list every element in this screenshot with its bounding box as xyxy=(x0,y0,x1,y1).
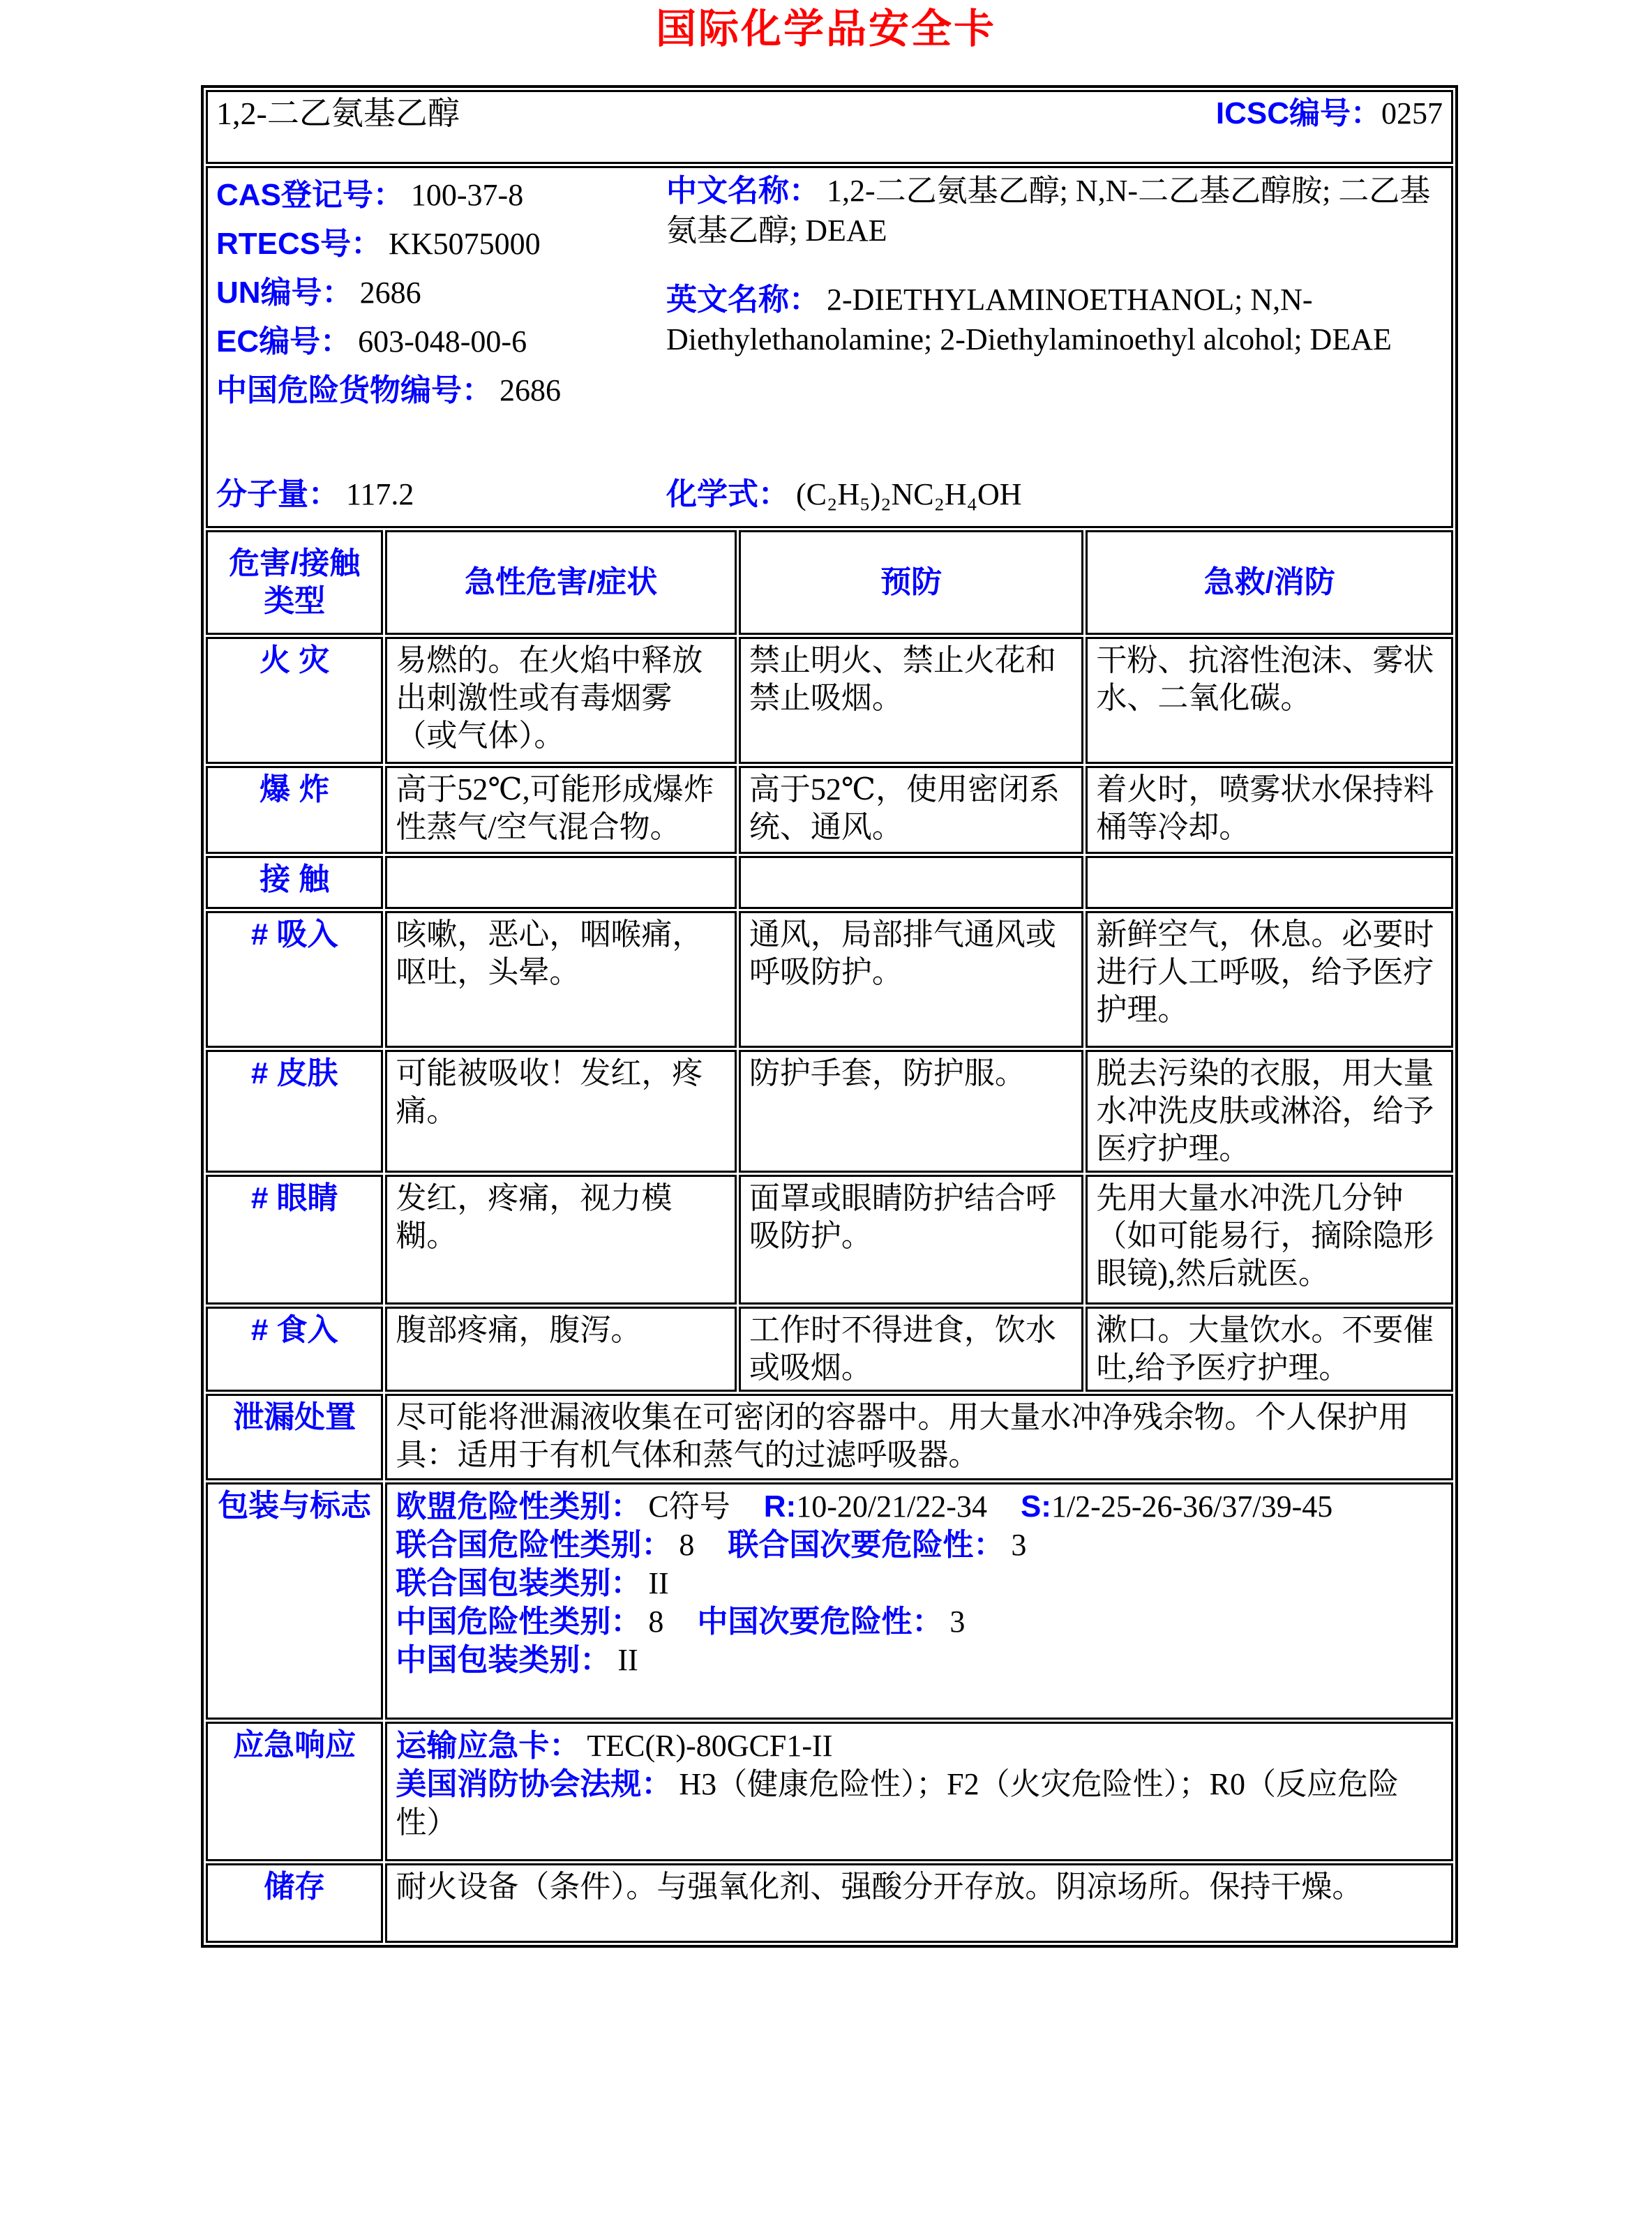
safety-card-page xyxy=(0,6,1652,2217)
un-hazard-class-line: 联合国危险性类别： 8 联合国次要危险性： 3 xyxy=(396,1528,1027,1562)
ingestion-prevention: 工作时不得进食，饮水或吸烟。 xyxy=(739,1307,1084,1392)
fire-prevention: 禁止明火、禁止火花和禁止吸烟。 xyxy=(739,637,1084,764)
header-hazard-type: 危害/接触类型 xyxy=(206,530,383,635)
rtecs-number-line: RTECS号： KK5075000 xyxy=(216,227,541,261)
safety-card-table xyxy=(201,85,1458,1948)
hazard-row-contact xyxy=(206,856,1453,909)
inhalation-label: # 吸入 xyxy=(206,911,383,1048)
china-dg-number-line: 中国危险货物编号： 2686 xyxy=(216,373,561,407)
hazard-row-ingestion xyxy=(206,1307,1453,1392)
page-title: 国际化学品安全卡 xyxy=(655,6,996,52)
eyes-response: 先用大量水冲洗几分钟（如可能易行，摘除隐形眼镜),然后就医。 xyxy=(1086,1175,1453,1305)
storage-row xyxy=(206,1863,1453,1943)
spill-text: 尽可能将泄漏液收集在可密闭的容器中。用大量水冲净残余物。个人保护用具：适用于有机气体和蒸气的过滤呼吸器。 xyxy=(385,1394,1453,1480)
explosion-symptoms: 高于52℃,可能形成爆炸性蒸气/空气混合物。 xyxy=(385,766,736,854)
hazard-row-explosion xyxy=(206,766,1453,854)
spill-row xyxy=(206,1394,1453,1480)
storage-text: 耐火设备（条件）。与强氧化剂、强酸分开存放。阴凉场所。保持干燥。 xyxy=(385,1863,1453,1943)
contact-response xyxy=(1086,856,1453,909)
hazard-row-eyes xyxy=(206,1175,1453,1305)
fire-response: 干粉、抗溶性泡沫、雾状水、二氧化碳。 xyxy=(1086,637,1453,764)
skin-response: 脱去污染的衣服，用大量水冲洗皮肤或淋浴，给予医疗护理。 xyxy=(1086,1050,1453,1173)
eyes-prevention: 面罩或眼睛防护结合呼吸防护。 xyxy=(739,1175,1084,1305)
inhalation-symptoms: 咳嗽，恶心，咽喉痛，呕吐，头晕。 xyxy=(385,911,736,1048)
packaging-row xyxy=(206,1482,1453,1720)
molecular-weight-line: 分子量： 117.2 xyxy=(216,477,414,511)
cn-packing-group-line: 中国包装类别： II xyxy=(396,1643,638,1677)
cn-hazard-class-line: 中国危险性类别： 8 中国次要危险性： 3 xyxy=(396,1604,966,1639)
hazard-row-inhalation xyxy=(206,911,1453,1048)
ingestion-response: 漱口。大量饮水。不要催吐,给予医疗护理。 xyxy=(1086,1307,1453,1392)
spill-label: 泄漏处置 xyxy=(206,1394,383,1480)
packaging-content xyxy=(385,1482,1453,1720)
icsc-label: ICSC编号： xyxy=(1215,96,1381,130)
contact-label: 接 触 xyxy=(206,856,383,909)
explosion-prevention: 高于52℃，使用密闭系统、通风。 xyxy=(739,766,1084,854)
nfpa-code-line: 美国消防协会法规： H3（健康危险性）；F2（火灾危险性）；R0（反应危险性） xyxy=(396,1767,1399,1840)
eyes-label: # 眼睛 xyxy=(206,1175,383,1305)
emergency-content xyxy=(385,1722,1453,1861)
fire-symptoms: 易燃的。在火焰中释放出刺激性或有毒烟雾（或气体）。 xyxy=(385,637,736,764)
inhalation-prevention: 通风，局部排气通风或呼吸防护。 xyxy=(739,911,1084,1048)
identifiers-row xyxy=(206,166,1453,528)
header-prevention: 预防 xyxy=(739,530,1084,635)
transport-emergency-card-line: 运输应急卡： TEC(R)-80GCF1-II xyxy=(396,1729,833,1763)
emergency-row xyxy=(206,1722,1453,1861)
chinese-name-line: 中文名称： 1,2-二乙氨基乙醇; N,N-二乙基乙醇胺; 二乙基氨基乙醇; DEAE xyxy=(666,174,1431,248)
un-packing-group-line: 联合国包装类别： II xyxy=(396,1566,669,1600)
skin-symptoms: 可能被吸收！发红，疼痛。 xyxy=(385,1050,736,1173)
chemical-name: 1,2-二乙氨基乙醇 xyxy=(216,96,460,131)
english-name-line: 英文名称： 2-DIETHYLAMINOETHANOL; N,N-Diethylethanolamine; 2-Diethylaminoethyl alcohol; DEAE xyxy=(666,283,1392,356)
ingestion-label: # 食入 xyxy=(206,1307,383,1392)
formula-line: 化学式： (C₂H₅)₂NC₂H₄OH xyxy=(666,477,1022,511)
contact-symptoms xyxy=(385,856,736,909)
inhalation-response: 新鲜空气，休息。必要时进行人工呼吸，给予医疗护理。 xyxy=(1086,911,1453,1048)
ec-number-line: EC编号： 603-048-00-6 xyxy=(216,324,527,359)
icsc-value: 0257 xyxy=(1381,96,1443,130)
explosion-label: 爆 炸 xyxy=(206,766,383,854)
identifier-list xyxy=(216,171,666,523)
emergency-label: 应急响应 xyxy=(206,1722,383,1861)
eyes-symptoms: 发红，疼痛，视力模糊。 xyxy=(385,1175,736,1305)
contact-prevention xyxy=(739,856,1084,909)
header-response: 急救/消防 xyxy=(1086,530,1453,635)
icsc-number-group xyxy=(1216,95,1443,133)
packaging-label: 包装与标志 xyxy=(206,1482,383,1720)
cas-number-line: CAS登记号： 100-37-8 xyxy=(216,178,524,212)
hazard-header-row xyxy=(206,530,1453,635)
fire-label: 火 灾 xyxy=(206,637,383,764)
storage-label: 储存 xyxy=(206,1863,383,1943)
ingestion-symptoms: 腹部疼痛，腹泻。 xyxy=(385,1307,736,1392)
skin-label: # 皮肤 xyxy=(206,1050,383,1173)
names-block xyxy=(666,171,1443,523)
explosion-response: 着火时，喷雾状水保持料桶等冷却。 xyxy=(1086,766,1453,854)
hazard-row-skin xyxy=(206,1050,1453,1173)
header-symptoms: 急性危害/症状 xyxy=(385,530,736,635)
un-number-line: UN编号： 2686 xyxy=(216,276,421,310)
skin-prevention: 防护手套，防护服。 xyxy=(739,1050,1084,1173)
eu-hazard-class-line: 欧盟危险性类别： C符号 R:10-20/21/22-34 S:1/2-25-26-36/37/39-45 xyxy=(396,1489,1333,1524)
hazard-row-fire xyxy=(206,637,1453,764)
chemical-name-row xyxy=(206,90,1453,164)
